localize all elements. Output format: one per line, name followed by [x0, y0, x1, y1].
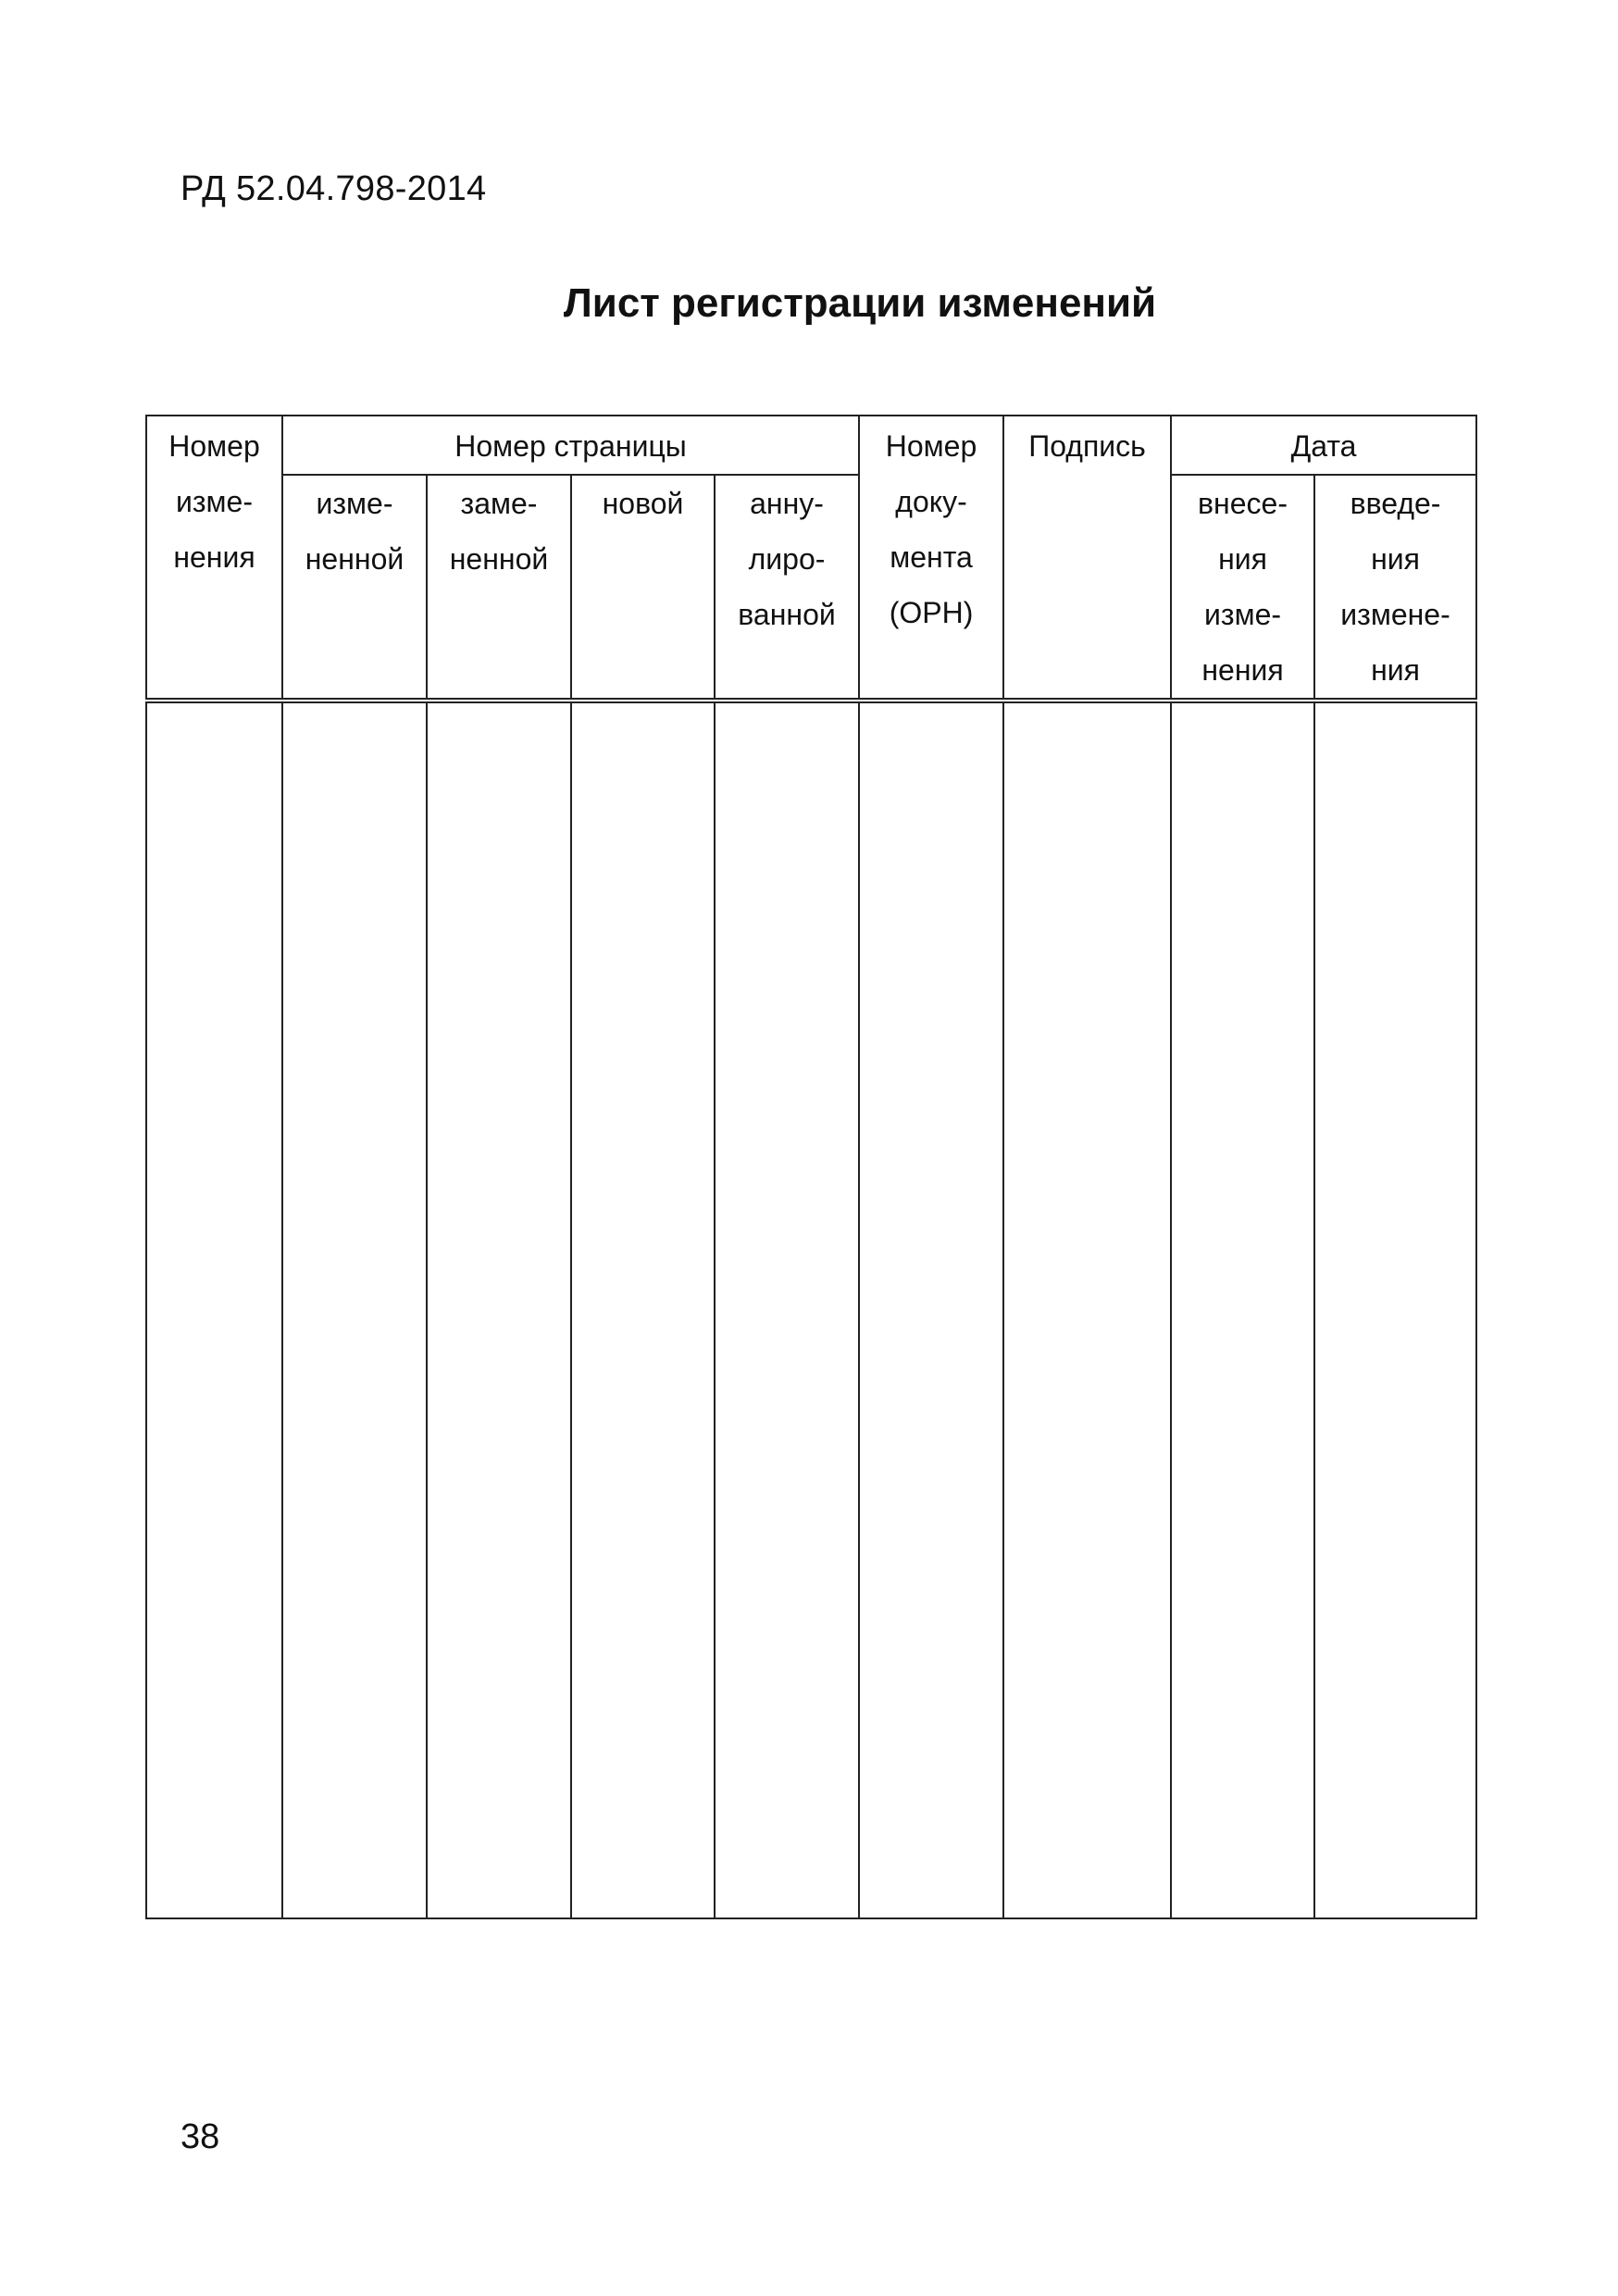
cell-changed-page[interactable]: [282, 701, 427, 1918]
cell-date-entry[interactable]: [1171, 701, 1314, 1918]
document-code: РД 52.04.798-2014: [180, 169, 487, 208]
header-date-entry: внесе- ния изме- нения: [1171, 475, 1314, 701]
table-row: [146, 701, 1476, 1918]
header-signature: Подпись: [1003, 416, 1171, 701]
header-replaced-page: заме- ненной: [427, 475, 571, 701]
header-change-number: Номер изме- нения: [146, 416, 282, 701]
change-registration-table: [145, 415, 1477, 1919]
header-date-introduction: введе- ния измене- ния: [1314, 475, 1476, 701]
header-document-number: Номер доку- мента (ОРН): [859, 416, 1003, 701]
cell-date-introduction[interactable]: [1314, 701, 1476, 1918]
header-page-number-group: Номер страницы: [282, 416, 859, 475]
cell-change-number[interactable]: [146, 701, 282, 1918]
header-new-page: новой: [571, 475, 715, 701]
cell-document-number[interactable]: [859, 701, 1003, 1918]
cell-annulled-page[interactable]: [715, 701, 859, 1918]
cell-signature[interactable]: [1003, 701, 1171, 1918]
header-date-group: Дата: [1171, 416, 1476, 475]
cell-replaced-page[interactable]: [427, 701, 571, 1918]
cell-new-page[interactable]: [571, 701, 715, 1918]
header-annulled-page: анну- лиро- ванной: [715, 475, 859, 701]
table-header-row-2: [146, 475, 1476, 701]
page-title: Лист регистрации изменений: [563, 280, 1157, 326]
page-number: 38: [180, 2117, 220, 2156]
table-header-row-1: [146, 416, 1476, 475]
header-changed-page: изме- ненной: [282, 475, 427, 701]
